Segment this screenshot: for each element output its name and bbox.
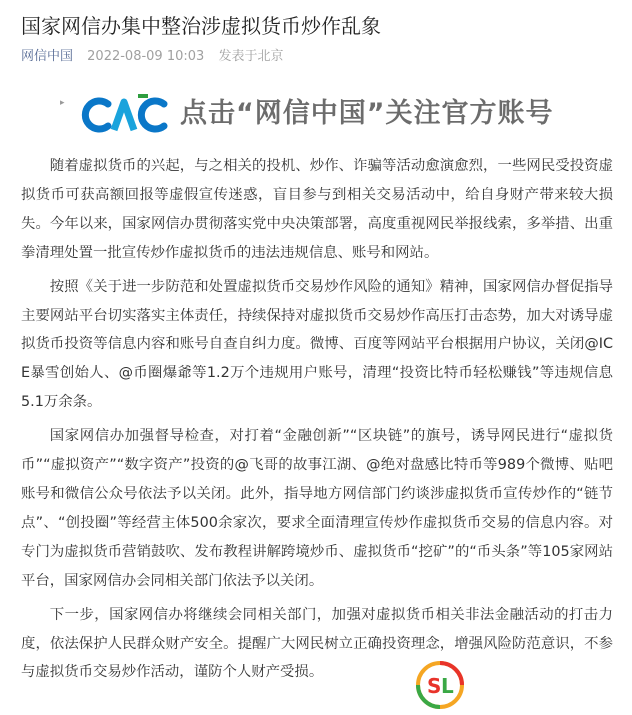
publish-date: 2022-08-09 10:03 [87,49,205,64]
publish-location: 发表于北京 [218,49,284,64]
article-title: 国家网信办集中整治涉虚拟货币炒作乱象 [21,14,381,38]
paragraph: 国家网信办加强督导检查，对打着“金融创新”“区块链”的旗号，诱导网民进行“虚拟货币”“虚拟资产”“数字资产”投资的@飞哥的故事江湖、@绝对盘感比特币等989个微博、贴吧账号和微信公众号依法予以关闭。此外，指导地方网信部门约谈涉虚拟货币宣传炒作的“链节点”、“创投圈”等经营主体500余家次，要求全面清理宣传炒作虚拟货币交易的信息内容。对专门为虚拟货币营销鼓吹、发布教程讲解跨境炒币、虚拟货币“挖矿”的“币头条”等105家网站平台，国家网信办会同相关部门依法予以关闭。 [21,428,613,589]
paragraph: 按照《关于进一步防范和处置虚拟货币交易炒作风险的通知》精神，国家网信办督促指导主要网站平台切实落实主体责任，持续保持对虚拟货币交易炒作高压打击态势，加大对诱导虚拟货币投资等信息内容和账号自查自纠力度。微博、百度等网站平台根据用户协议，关闭@ICE暴雪创始人、@币圈爆爺等1.2万个违规用户账号，清理“投资比特币轻松赚钱”等违规信息5.1万余条。 [21,278,613,411]
cursor-mark-icon: ▸ [60,98,65,108]
follow-cta-text: 点击“网信中国”关注官方账号 [180,98,554,129]
sl-watermark-icon [415,660,465,710]
svg-text:S: S [427,674,442,698]
paragraph: 随着虚拟货币的兴起，与之相关的投机、炒作、诈骗等活动愈演愈烈，一些网民受投资虚拟货币可获高额回报等虚假宣传迷惑，盲目参与到相关交易活动中，给自身财产带来较大损失。今年以来，国家网信办贯彻落实党中央决策部署，高度重视网民举报线索，多举措、出重拳清理处置一批宣传炒作虚拟货币的违法违规信息、账号和网站。 [21,158,613,261]
article-meta [21,48,283,66]
article-body [21,152,613,692]
svg-text:L: L [441,674,454,698]
account-name-link[interactable]: 网信中国 [21,49,74,64]
cac-logo-icon [78,92,170,138]
watermark-logo [415,660,465,710]
paragraph: 下一步，国家网信办将继续会同相关部门，加强对虚拟货币相关非法金融活动的打击力度，依法保护人民群众财产安全。提醒广大网民树立正确投资理念，增强风险防范意识，不参与虚拟货币交易炒作活动，谨防个人财产受损。 [21,606,613,681]
follow-banner[interactable] [60,88,570,140]
